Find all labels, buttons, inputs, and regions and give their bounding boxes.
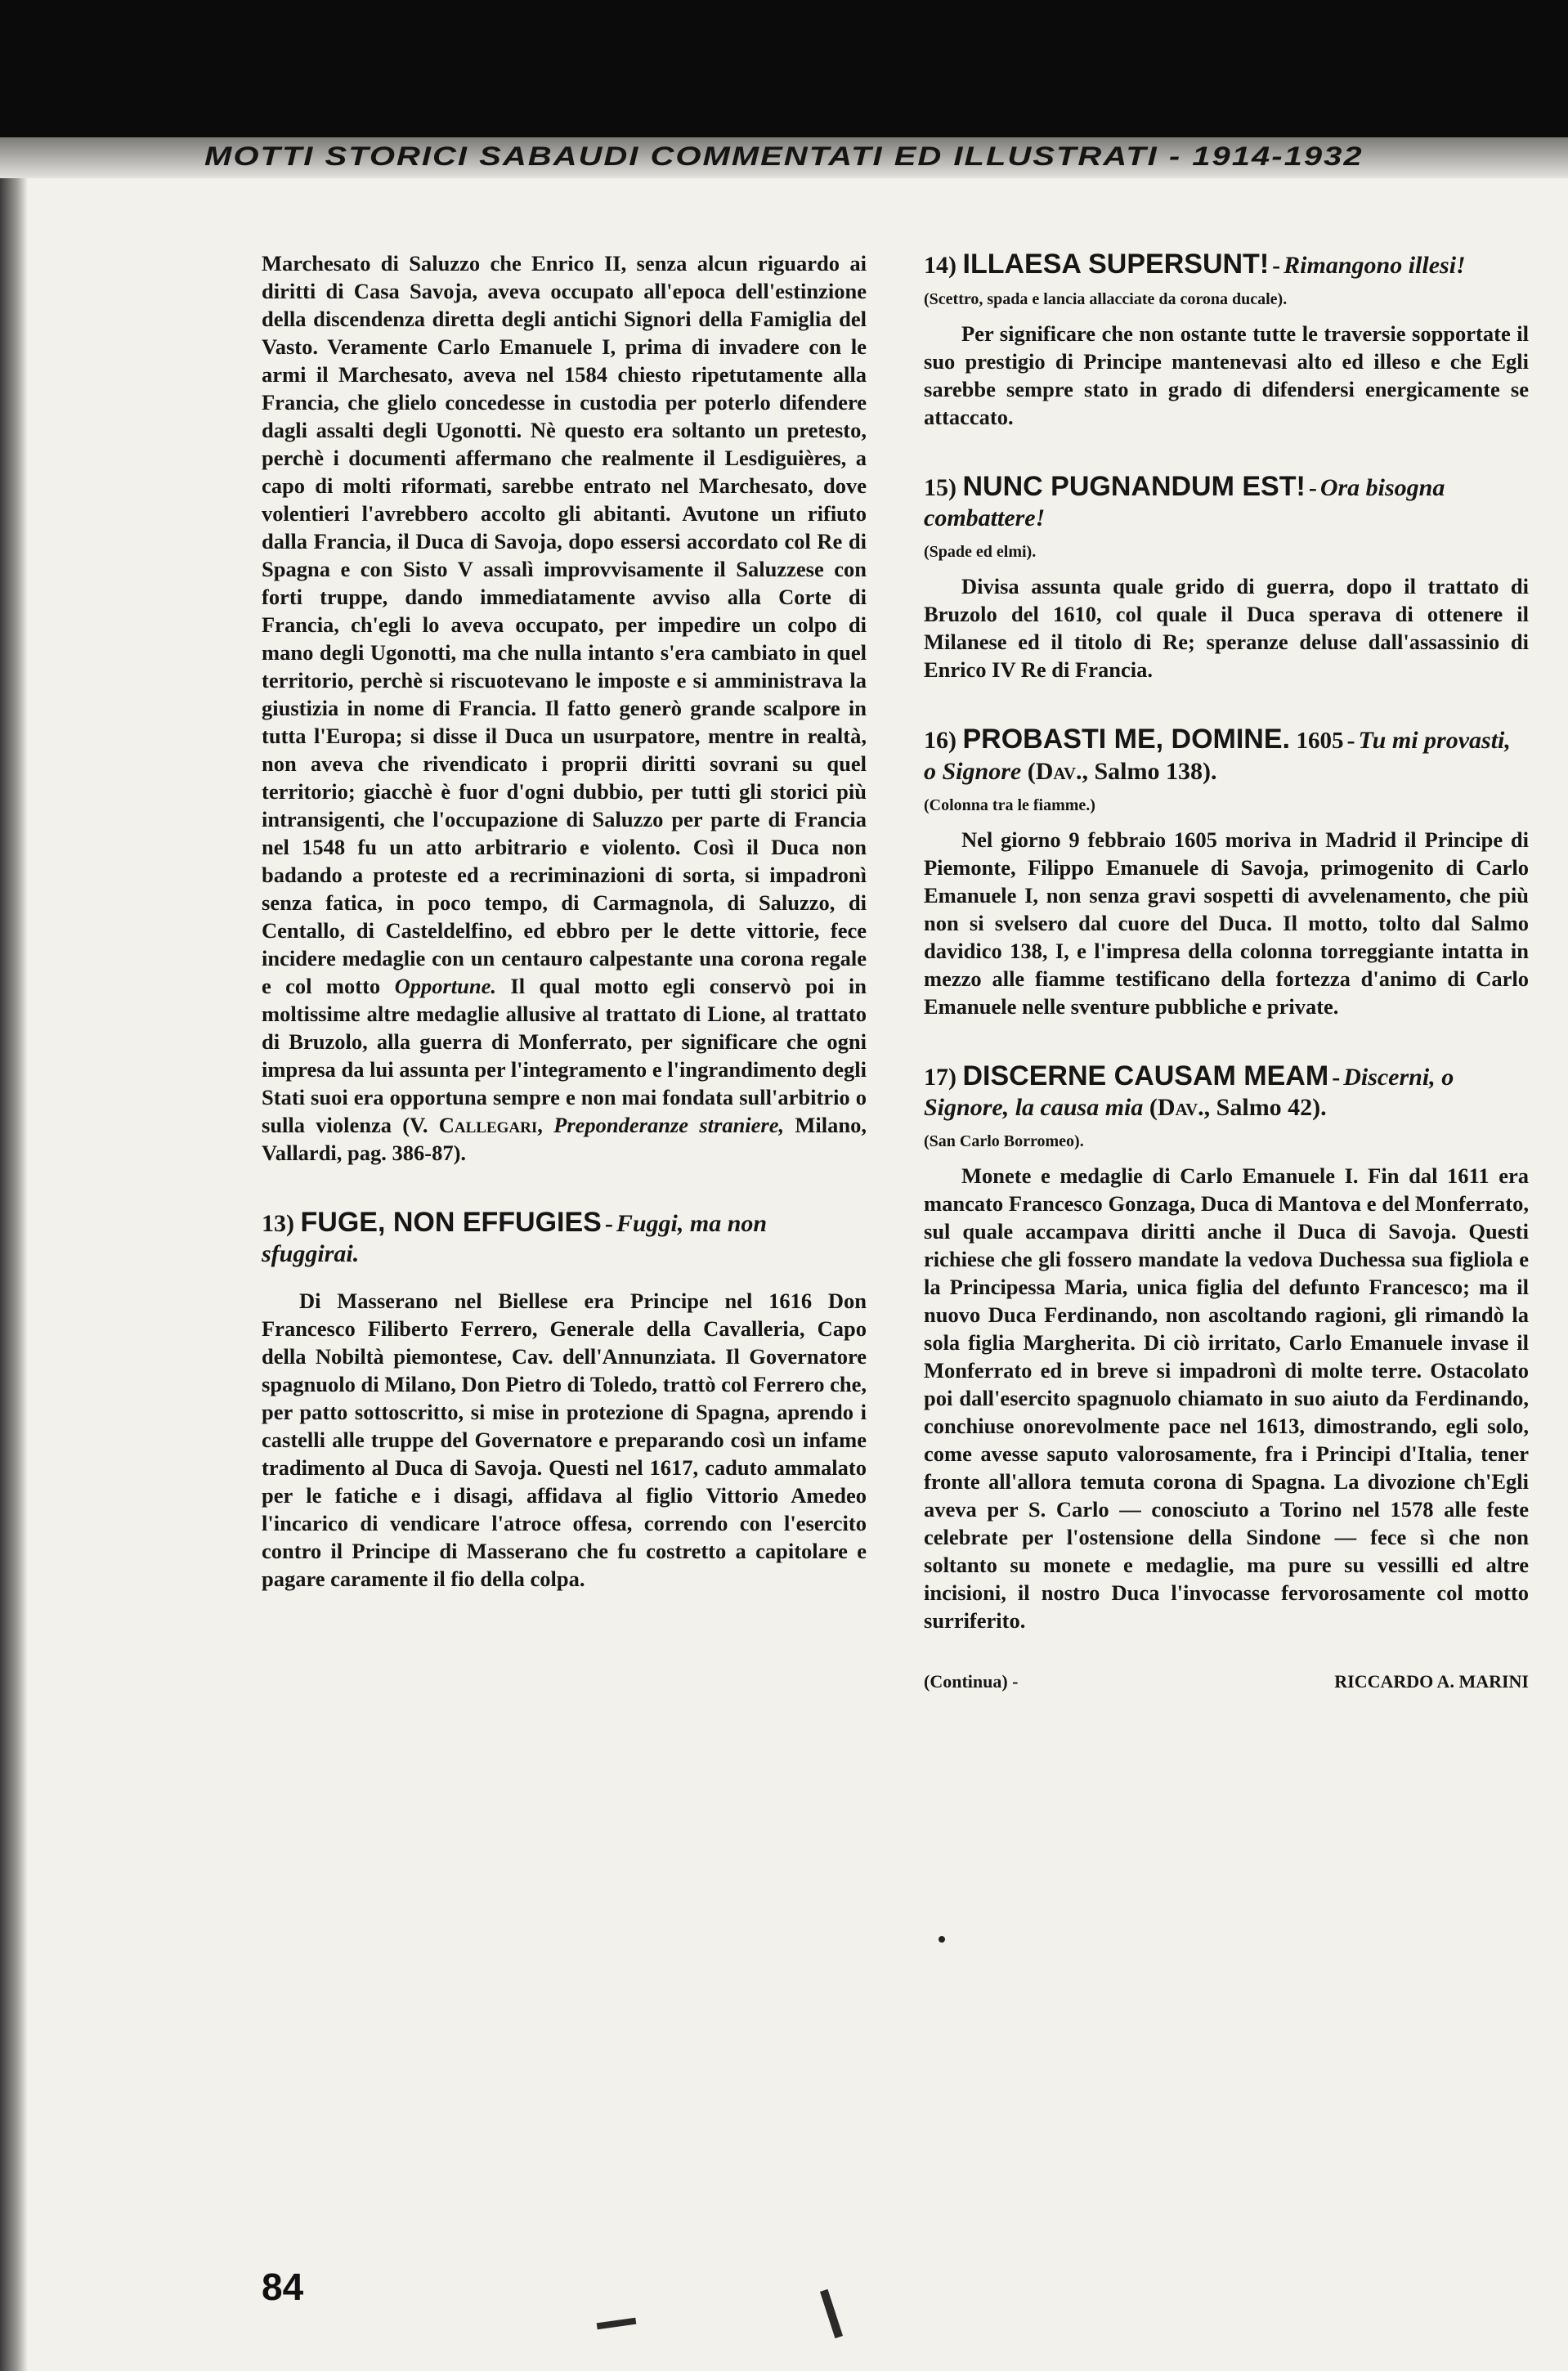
section-heading: 17) DISCERNE CAUSAM MEAM - Discerni, o Signore, la causa mia (Dav., Salmo 42).	[924, 1060, 1454, 1121]
section-number: 17)	[924, 1064, 956, 1091]
section-17	[924, 1061, 1529, 1634]
section-number: 13)	[262, 1210, 294, 1237]
section-caption: (Scettro, spada e lancia allacciate da corona ducale).	[924, 290, 1288, 308]
section-paragraph: Divisa assunta quale grido di guerra, dopo il trattato di Bruzolo del 1610, col quale il Duca sperava di ottenere il Milanese ed il titolo di Re; speranze deluse dall'assassinio di Enrico IV Re di Francia.	[924, 574, 1529, 682]
continued-paragraph	[262, 249, 867, 1167]
section-translation: Ora bisogna combattere!	[924, 474, 1445, 531]
citation-author: Callegari,	[438, 1113, 543, 1137]
citation-rest: Milano, Vallardi, pag. 386-87).	[262, 1113, 867, 1165]
section-translation: Fuggi, ma non sfuggirai.	[262, 1210, 768, 1267]
section-dash: -	[1346, 727, 1355, 754]
section-source-rest: , Salmo 42).	[1203, 1094, 1327, 1121]
section-year: 1605	[1296, 728, 1344, 754]
scan-border-top	[0, 0, 1568, 137]
section-13	[262, 1208, 867, 1593]
section-14	[924, 249, 1529, 431]
section-motto: DISCERNE CAUSAM MEAM	[962, 1060, 1329, 1091]
section-translation: Discerni, o Signore, la causa mia	[924, 1064, 1454, 1121]
section-motto: ILLAESA SUPERSUNT!	[962, 249, 1270, 280]
section-motto: FUGE, NON EFFUGIES	[300, 1207, 602, 1238]
section-paragraph: Di Masserano nel Biellese era Principe nel 1616 Don Francesco Filiberto Ferrero, Generale della Cavalleria, Capo della Nobiltà piemontese, Cav. dell'Annunziata. Il Governatore spagnuolo di Milano, Don Pietro di Toledo, trattò col Ferrero che, per patto sottoscritto, si mise in protezione di Spagna, aprendo i castelli alle truppe del Governatore e preparando così un infame tradimento al Duca di Savoja. Questi nel 1617, caduto ammalato per le fatiche e i disagi, affidava al figlio Vittorio Amedeo l'incarico di vendicare l'atroce offesa, correndo con l'esercito contro il Principe di Masserano che fu costretto a capitolare e pagare caramente il fio della colpa.	[262, 1289, 867, 1591]
section-number: 16)	[924, 727, 956, 754]
section-source-rest: , Salmo 138).	[1082, 758, 1217, 785]
scan-binding-shadow	[0, 137, 28, 2371]
section-paragraph: Per significare che non ostante tutte le traversie sopportate il suo prestigio di Principe mantenevasi alto ed illeso e che Egli sarebbe sempre stato in grado di difendersi energicamente se attaccato.	[924, 321, 1529, 429]
section-15	[924, 472, 1529, 684]
section-dash: -	[1272, 252, 1281, 279]
section-heading: 16) PROBASTI ME, DOMINE. 1605 - Tu mi provasti, o Signore (Dav., Salmo 138).	[924, 724, 1511, 785]
page-number: 84	[262, 2266, 304, 2308]
scan-mark	[597, 2318, 637, 2330]
section-number: 14)	[924, 252, 956, 279]
right-column	[924, 249, 1529, 1693]
section-heading	[262, 1208, 867, 1269]
author-name: RICCARDO A. MARINI	[1334, 1671, 1529, 1692]
section-dash: -	[604, 1210, 613, 1237]
running-head: MOTTI STORICI SABAUDI COMMENTATI ED ILLUSTRATI - 1914-1932	[204, 142, 1364, 172]
section-translation: Rimangono illesi!	[1284, 252, 1466, 279]
section-heading	[924, 249, 1529, 280]
citation-title: Preponderanze straniere,	[553, 1113, 785, 1137]
section-caption: (Spade ed elmi).	[924, 543, 1037, 561]
section-dash: -	[1332, 1064, 1341, 1091]
inline-motto: Opportune.	[394, 974, 496, 998]
section-motto: NUNC PUGNANDUM EST!	[962, 471, 1306, 502]
continues-note: (Continua) -	[924, 1671, 1019, 1692]
section-dash: -	[1308, 474, 1317, 501]
section-source: Dav.	[1035, 758, 1082, 785]
continued-text-2: Il qual motto egli conservò poi in moltissime altre medaglie allusive al trattato di Lione, al trattato di Bruzolo, alla guerra di Monferrato, per significare che ogni impresa da lui assunta per l'integramento e l'ingrandimento degli Stati suoi era opportuna sempre e non mai fondata sull'arbitrio o sulla violenza (V.	[262, 974, 867, 1137]
continued-text: Marchesato di Saluzzo che Enrico II, senza alcun riguardo ai diritti di Casa Savoja, aveva occupato all'epoca dell'estinzione della discendenza diretta degli antichi Signori della Famiglia del Vasto. Veramente Carlo Emanuele I, prima di invadere con le armi il Marchesato, aveva nel 1584 chiesto ripetutamente alla Francia, che glielo concedesse in custodia per poterlo difendere dagli assalti degli Ugonotti. Nè questo era soltanto un pretesto, perchè i documenti affermano che realmente il Lesdiguières, a capo di molti riformati, sarebbe entrato nel Marchesato, dove volentieri l'avrebbero accolto gli abitanti. Avutone un rifiuto dalla Francia, il Duca di Savoja, dopo essersi accordato col Re di Spagna e con Sisto V assalì improvvisamente il Saluzzese con forti truppe, dando immediatamente avviso alla Corte di Francia, ch'egli lo aveva occupato, per impedire un colpo di mano degli Ugonotti, ma che nulla intanto s'era cambiato in quel territorio, perchè si riscuotevano le imposte e si amministrava la giustizia in nome di Francia. Il fatto generò grande scalpore in tutta l'Europa; si disse il Duca un usurpatore, mentre in realtà, non aveva che rivendicato i proprii diritti sovrani su quel territorio; giacchè è fuor d'ogni dubbio, per tutti gli storici più intransigenti, che l'occupazione di Saluzzo per parte di Francia nel 1548 fu un atto arbitrario e violento. Così il Duca non badando a proteste ed a recriminazioni di sorta, si impadronì senza fatica, in poco tempo, di Carmagnola, di Saluzzo, di Centallo, di Casteldelfino, ed ebbro per le dette vittorie, fece incidere medaglie con un centauro calpestante una corona regale e col motto	[262, 251, 867, 998]
section-caption: (Colonna tra le fiamme.)	[924, 796, 1095, 814]
signature-line	[924, 1670, 1529, 1693]
section-caption: (San Carlo Borromeo).	[924, 1132, 1084, 1150]
ink-dot	[939, 1936, 945, 1943]
section-translation: Tu mi provasti, o Signore	[924, 727, 1511, 785]
section-motto: PROBASTI ME, DOMINE.	[962, 724, 1290, 755]
section-number: 15)	[924, 474, 956, 501]
left-column	[262, 249, 867, 1593]
section-paragraph: Monete e medaglie di Carlo Emanuele I. Fin dal 1611 era mancato Francesco Gonzaga, Duca di Mantova e del Monferrato, sul quale accampava diritti anche il Duca di Savoja. Questi richiese che gli fossero mandate la vedova Duchessa sua figliola e la Principessa Maria, unica figlia del defunto Francesco; ma il nuovo Duca Ferdinando, non ascoltando ragioni, gli rimandò la sola figlia Margherita. Di ciò irritato, Carlo Emanuele invase il Monferrato ed in breve si impadronì di molte terre. Ostacolato poi dall'esercito spagnuolo chiamato in suo aiuto da Ferdinando, conchiuse onorevolmente pace nel 1613, dimostrando, egli solo, come avesse saputo valorosamente, fra i Principi d'Italia, tener fronte all'allora temuta corona di Spagna. La divozione ch'Egli aveva per S. Carlo — conosciuto a Torino nel 1578 alle feste celebrate per l'ostensione della Sindone — fece sì che non soltanto su monete e medaglie, ma pure su vessilli ed altre incisioni, il nostro Duca l'invocasse fervorosamente col motto surriferito.	[924, 1163, 1529, 1633]
section-heading	[924, 472, 1529, 533]
section-source: Dav.	[1157, 1094, 1204, 1121]
section-paragraph: Nel giorno 9 febbraio 1605 moriva in Madrid il Principe di Piemonte, Filippo Emanuele di Savoja, primogenito di Carlo Emanuele I, non senza gravi sospetti di avvelenamento, che più non si svelsero dal cuore del Duca. Il motto, tolto dal Salmo davidico 138, I, e l'impresa della colonna torreggiante intatta in mezzo alle fiamme testificano della fortezza d'animo di Carlo Emanuele nelle sventure pubbliche e private.	[924, 827, 1529, 1019]
section-16	[924, 724, 1529, 1020]
scan-mark-2	[820, 2289, 843, 2338]
